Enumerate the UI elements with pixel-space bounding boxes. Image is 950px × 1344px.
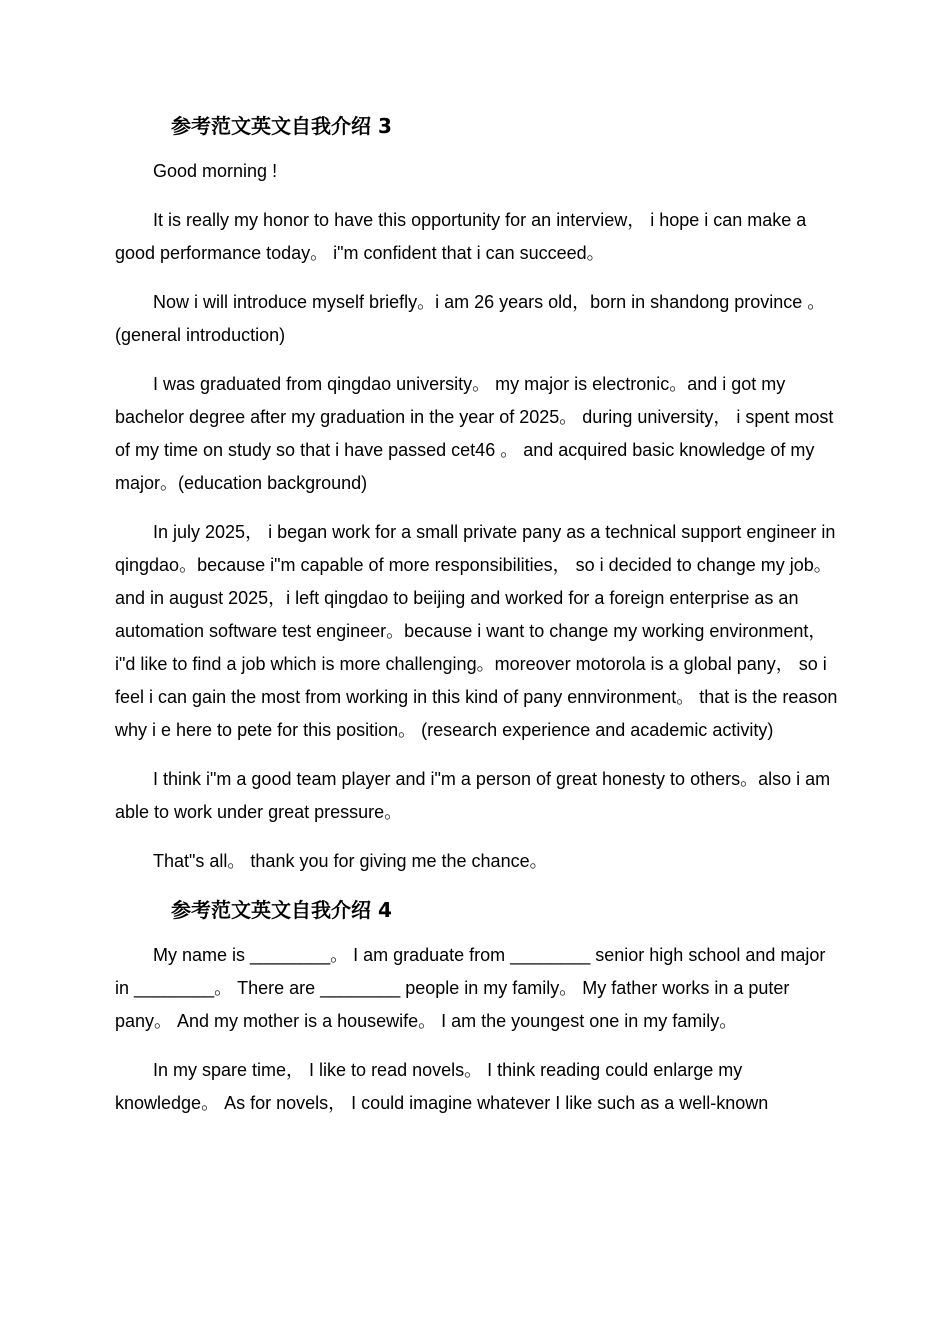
paragraph-work-experience: In july 2025， i began work for a small private pany as a technical support engineer in qingdao。because i"m capable of more responsibilities， so i decided to change my job。 and in august 2025，i left qingdao to beijing and worked for a foreign enterprise as an automation software test engineer。because i want to change my working environment， i"d like to find a job which is more challenging。moreover motorola is a global pany， so i feel i can gain the most from working in this kind of pany ennvironment。 that is the reason why i e here to pete for this position。 (research experience and academic activity) (115, 522, 838, 740)
paragraph-personality: I think i"m a good team player and i"m a person of great honesty to others。also i am able to work under great pressure。 (115, 769, 831, 822)
paragraph-closing: That"s all。 thank you for giving me the chance。 (153, 851, 548, 871)
paragraph-general-introduction: Now i will introduce myself briefly。i am 26 years old，born in shandong province 。 (general introduction) (115, 292, 826, 345)
section-heading-3: 参考范文英文自我介绍 3 (171, 114, 392, 138)
paragraph-greeting: Good morning ! (153, 161, 278, 181)
paragraph-education-background: I was graduated from qingdao university。 my major is electronic。and i got my bachelor degree after my graduation in the year of 2025。 during university， i spent most of my time on study so that i have passed cet46 。 and acquired basic knowledge of my major。(education background) (115, 374, 834, 493)
paragraph-hobbies: In my spare time， I like to read novels。 I think reading could enlarge my knowledge。 As for novels， I could imagine whatever I like such as a well-known (115, 1060, 769, 1113)
document-body (115, 110, 840, 1136)
section-heading-4: 参考范文英文自我介绍 4 (171, 898, 392, 922)
paragraph-family: My name is ________。 I am graduate from ________ senior high school and major in ________。 There are ________ people in my family。 My father works in a puter pany。 And my mother is a housewife。 I am the youngest one in my family。 (115, 945, 826, 1031)
paragraph-honor: It is really my honor to have this opportunity for an interview， i hope i can make a good performance today。 i"m confident that i can succeed。 (115, 210, 807, 263)
